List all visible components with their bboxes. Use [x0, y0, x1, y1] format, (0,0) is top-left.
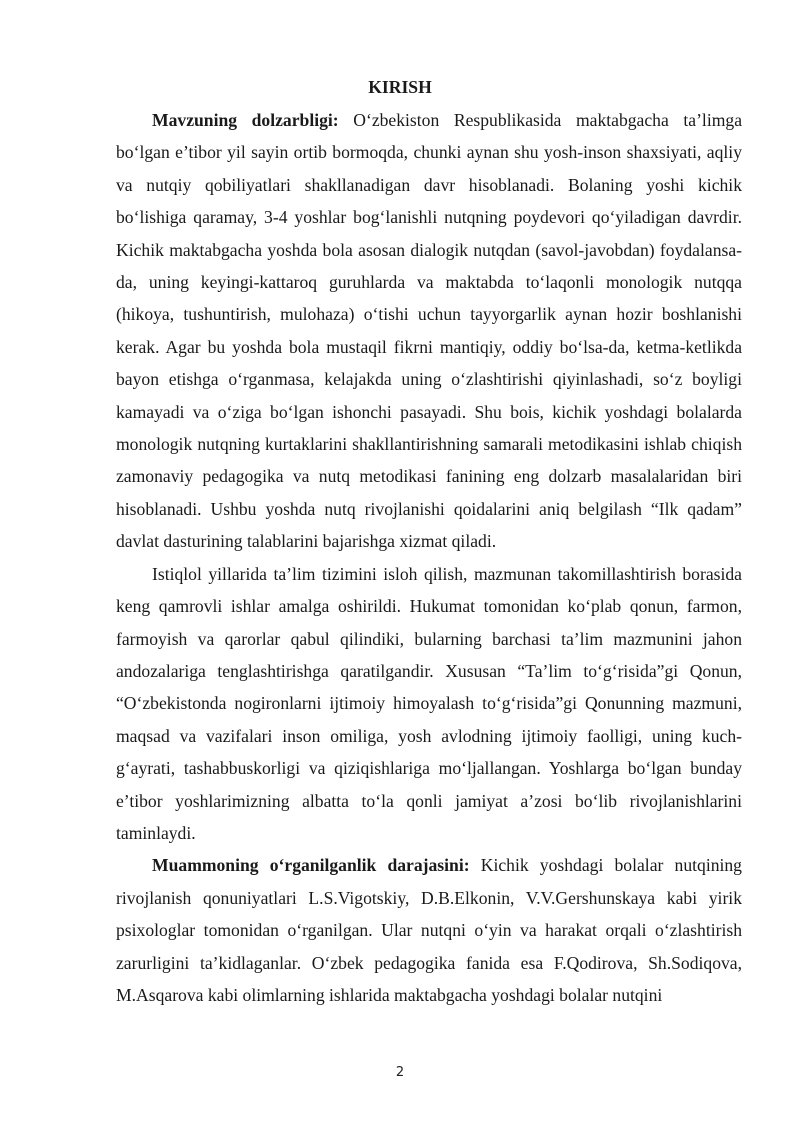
paragraph-lead: Muammoning o‘rganilganlik darajasini: [152, 855, 470, 876]
paragraph-research-level [116, 849, 742, 1011]
paragraph-text: Kichik yoshdagi bolalar nutqining rivojlanish qonuniyatlari L.S.Vigotskiy, D.B.Elkonin, V.V.Gershunskaya kabi yirik psixologlar tomonidan o‘rganilgan. Ular nutqni o‘yin va harakat orqali o‘zlashtirish zarurligini ta’kidlaganlar. O‘zbek pedagogika fanida esa F.Qodirova, Sh.Sodiqova, M.Asqarova kabi olimlarning ishlarida maktabgacha yoshdagi bolalar nutqini [116, 855, 742, 1005]
paragraph-text: O‘zbekiston Respublikasida maktabgacha ta’limga bo‘lgan e’tibor yil sayin ortib bormoqda, chunki aynan shu yosh-inson shaxsiyati, aqliy va nutqiy qobiliyatlari shakllanadigan davr hisoblanadi. Bolaning yoshi kichik bo‘lishiga qaramay, 3-4 yoshlar bog‘lanishli nutqning poydevori qo‘yiladigan davrdir. Kichik maktabgacha yoshda bola asosan dialogik nutqdan (savol-javobdan) foydalansa-da, uning keyingi-kattaroq guruhlarda va maktabda to‘laqonli monologik nutqqa (hikoya, tushuntirish, mulohaza) o‘tishi uchun tayyorgarlik aynan hozir boshlanishi kerak. Agar bu yoshda bola mustaqil fikrni mantiqiy, oddiy bo‘lsa-da, ketma-ketlikda bayon etishga o‘rganmasa, kelajakda uning o‘zlashtirishi qiyinlashadi, so‘z boyligi kamayadi va o‘ziga bo‘lgan ishonchi pasayadi. Shu bois, kichik yoshdagi bolalarda monologik nutqning kurtaklarini shakllantirishning samarali metodikasini ishlab chiqish zamonaviy pedagogika va nutq metodikasi fanining eng dolzarb masalalaridan biri hisoblanadi. Ushbu yoshda nutq rivojlanishi qoidalarini aniq belgilash “Ilk qadam” davlat dasturining talablarini bajarishga xizmat qiladi. [116, 110, 743, 552]
paragraph-lead: Mavzuning dolzarbligi: [152, 110, 339, 130]
section-title: KIRISH [368, 77, 432, 97]
document-body [116, 104, 742, 1011]
paragraph-text: Istiqlol yillarida ta’lim tizimini isloh qilish, mazmunan takomillashtirish borasida keng qamrovli ishlar amalga oshirildi. Hukumat tomonidan ko‘plab qonun, farmon, farmoyish va qarorlar qabul qilindiki, bularning barchasi ta’lim mazmunini jahon andozalariga tenglashtirishga qaratilgandir. Xususan “Ta’lim to‘g‘risida”gi Qonun, “O‘zbekistonda nogironlarni ijtimoiy himoyalash to‘g‘risida”gi Qonunning mazmuni, maqsad va vazifalari inson omiliga, yosh avlodning ijtimoiy faolligi, uning kuch-g‘ayrati, tashabbuskorligi va qiziqishlariga mo‘ljallangan. Yoshlarga bo‘lgan bunday e’tibor yoshlarimizning albatta to‘la qonli jamiyat a’zosi bo‘lib rivojlanishlarini taminlaydi. [116, 563, 742, 843]
paragraph-relevance [116, 104, 742, 558]
page-number: 2 [395, 1065, 405, 1080]
paragraph-reforms [116, 558, 742, 850]
